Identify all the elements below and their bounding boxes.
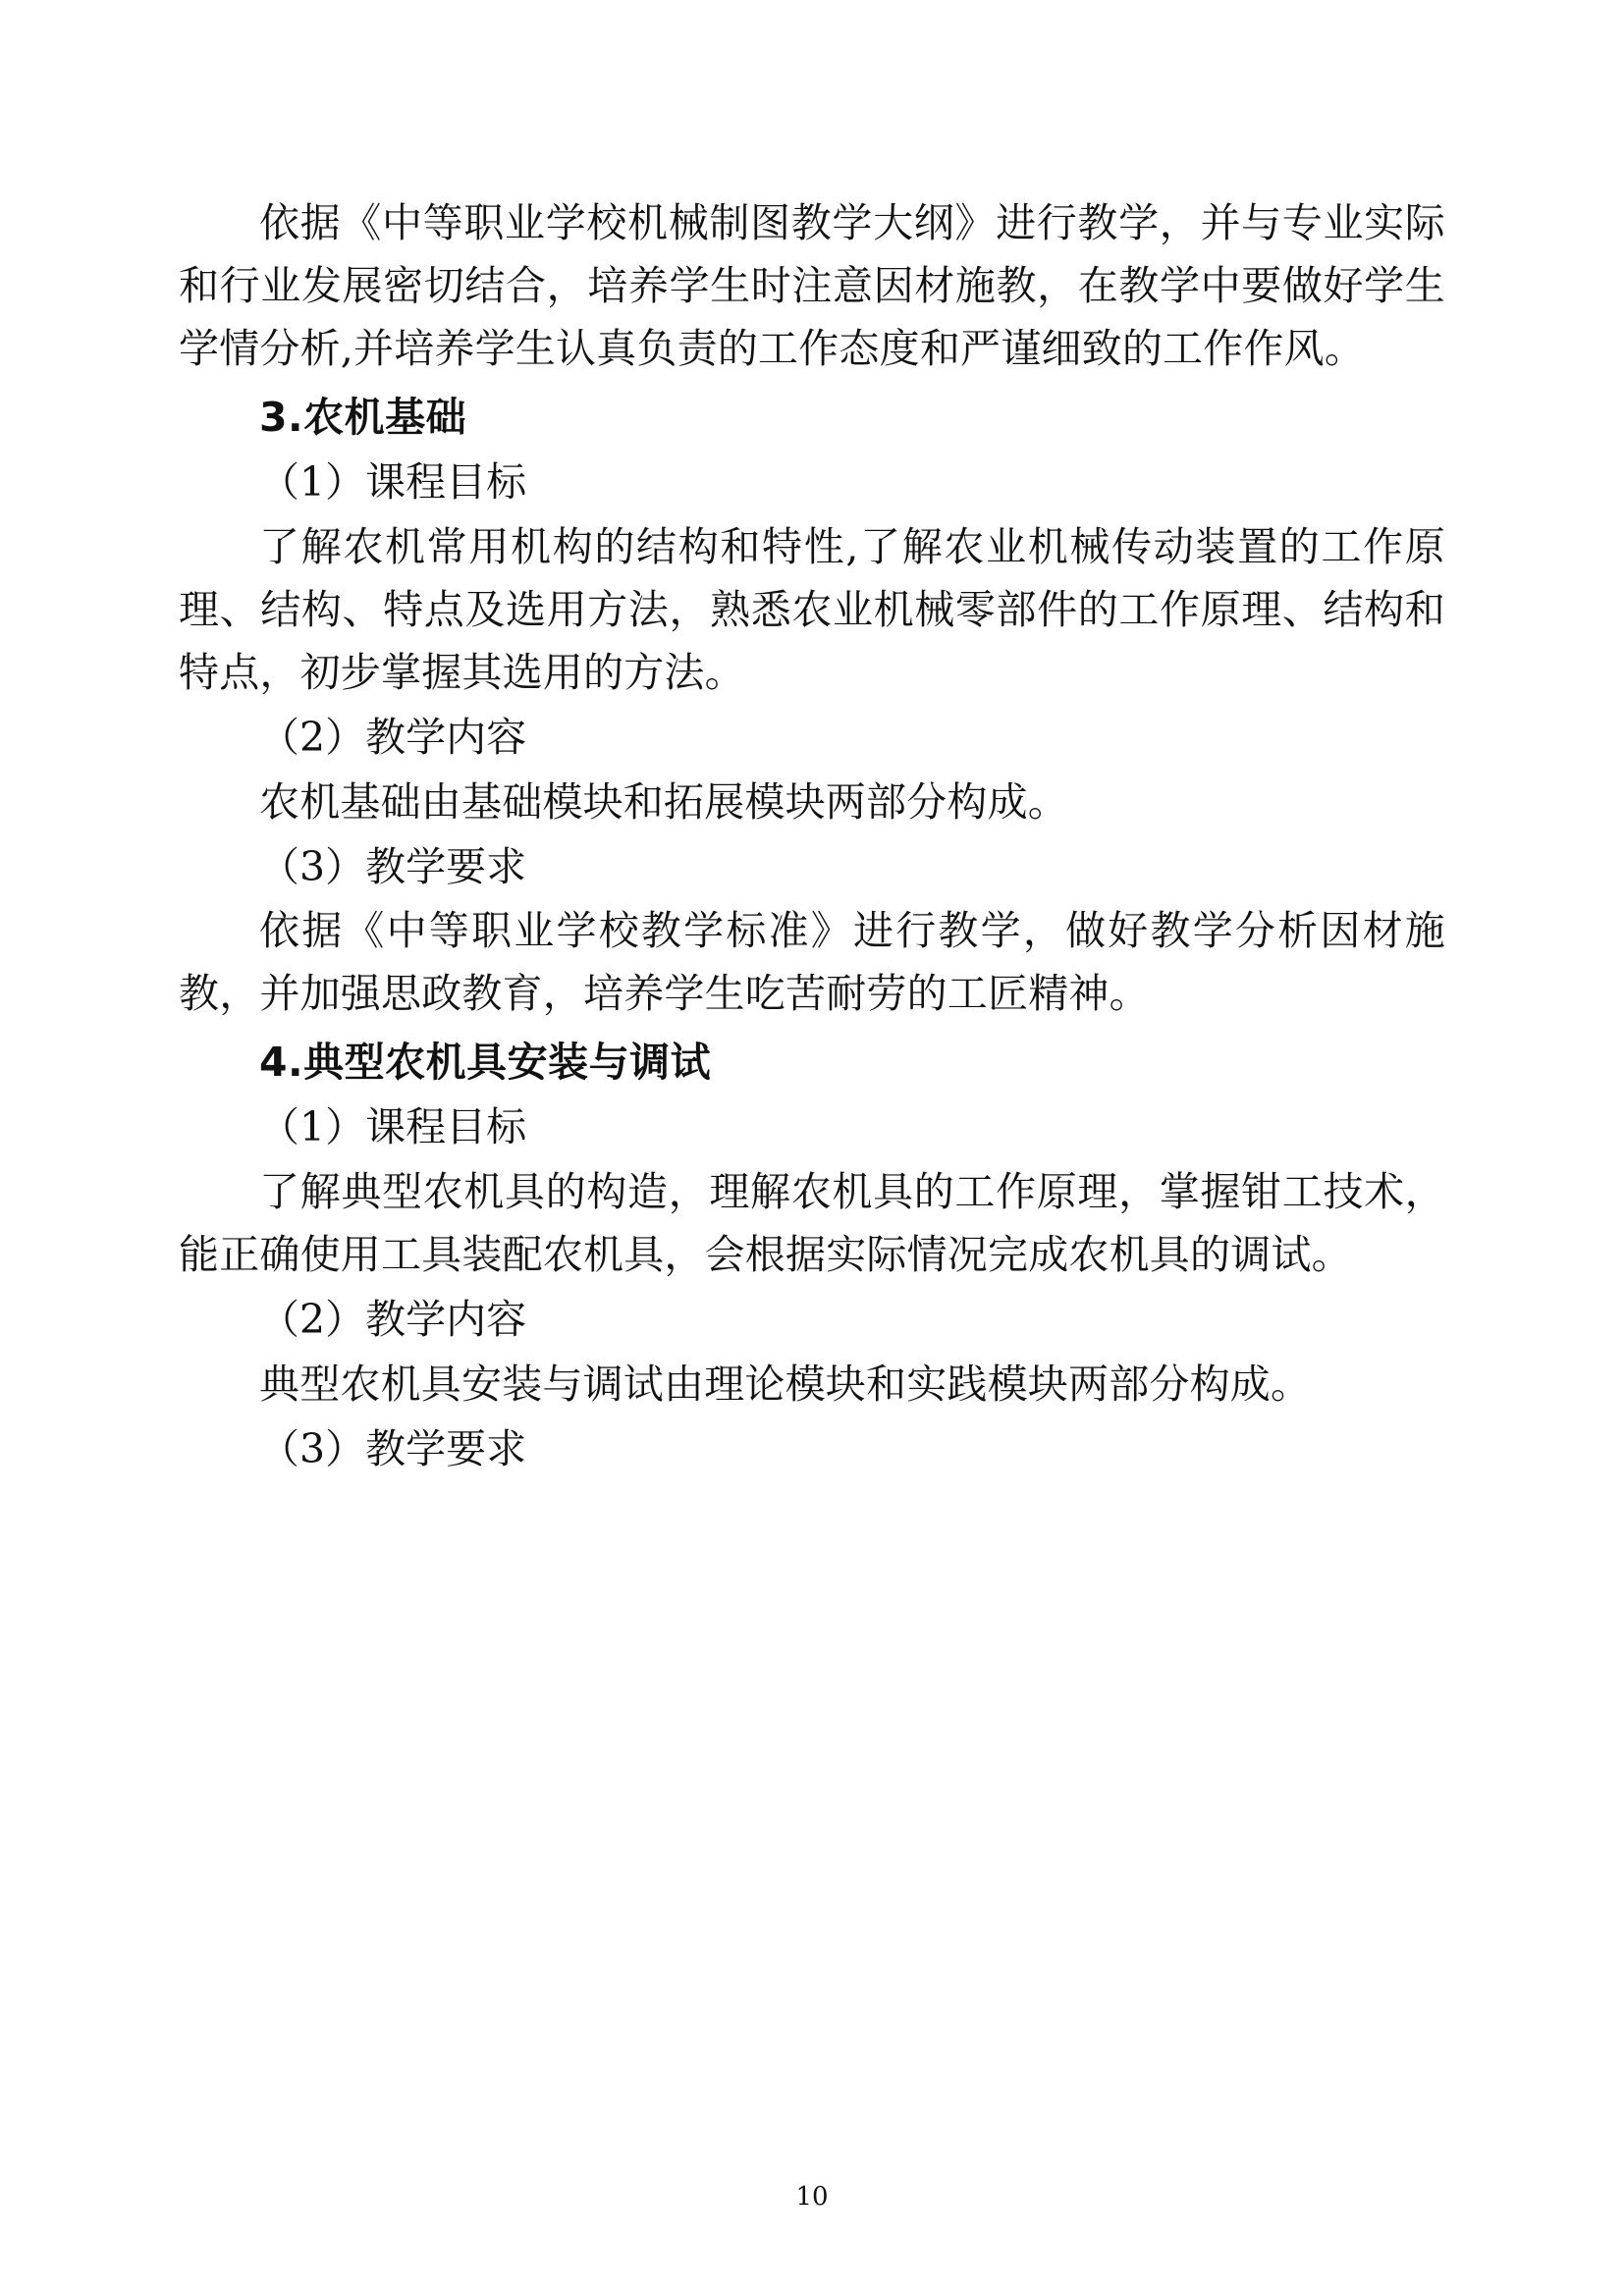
subhead-teaching-requirements-3: （3）教学要求 <box>259 842 527 890</box>
paragraph-mechanical-drawing-requirements: 依据《中等职业学校机械制图教学大纲》进行教学，并与专业实际和行业发展密切结合，培养学生时注意因材施教，在教学中要做好学生学情分析,并培养学生认真负责的工作态度和严谨细致的工作作风。 <box>179 199 1445 372</box>
subhead-teaching-requirements-4: （3）教学要求 <box>259 1425 527 1473</box>
subhead-course-objectives-3: （1）课程目标 <box>259 457 527 506</box>
paragraph-course-objectives-3-body: 了解农机常用机构的结构和特性,了解农业机械传动装置的工作原理、结构、特点及选用方法，熟悉农业机械零部件的工作原理、结构和特点，初步掌握其选用的方法。 <box>179 522 1445 696</box>
subhead-teaching-content-4: （2）教学内容 <box>259 1296 527 1344</box>
subhead-teaching-content-3: （2）教学内容 <box>259 713 527 761</box>
paragraph-teaching-content-3-body: 农机基础由基础模块和拓展模块两部分构成。 <box>259 777 1068 826</box>
paragraph-teaching-requirements-3-body: 依据《中等职业学校教学标准》进行教学，做好教学分析因材施教，并加强思政教育，培养学生吃苦耐劳的工匠精神。 <box>179 907 1445 1018</box>
paragraph-course-objectives-4-body: 了解典型农机具的构造，理解农机具的工作原理，掌握钳工技术，能正确使用工具装配农机具，会根据实际情况完成农机具的调试。 <box>179 1168 1445 1279</box>
page-content <box>179 192 1445 1481</box>
page-number: 10 <box>795 2182 829 2212</box>
heading-4-typical-machinery-installation: 4.典型农机具安装与调试 <box>259 1039 712 1087</box>
heading-3-agricultural-machinery-basics: 3.农机基础 <box>259 393 467 441</box>
paragraph-teaching-content-4-body: 典型农机具安装与调试由理论模块和实践模块两部分构成。 <box>259 1361 1312 1409</box>
subhead-course-objectives-4: （1）课程目标 <box>259 1103 527 1151</box>
